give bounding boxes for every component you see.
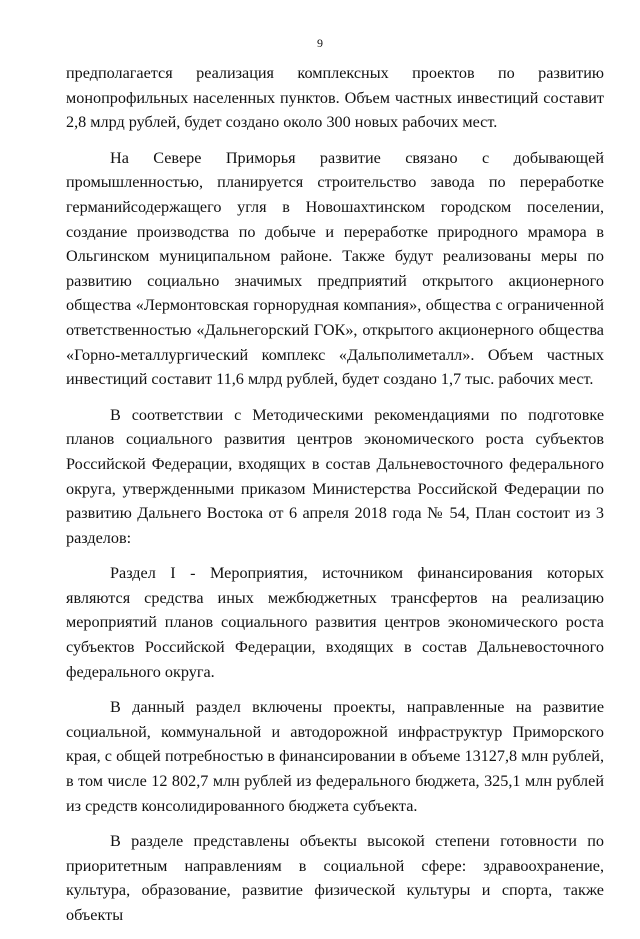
paragraph-methodical-recommendations: В соответствии с Методическими рекомендациями по подготовке планов социального развития центров экономического роста субъектов Российской Федерации, входящих в состав Дальневосточного федерального округа, утвержденными приказом Министерства Российской Федерации по развитию Дальнего Востока от 6 апреля 2018 года № 54, План состоит из 3 разделов: <box>66 405 604 547</box>
paragraph-section-1: Раздел I - Мероприятия, источником финансирования которых являются средства иных межбюджетных трансфертов на реализацию мероприятий планов социального развития центров экономического роста субъектов Российской Федерации, входящих в состав Дальневосточного федерального округа. <box>66 564 604 681</box>
paragraph-priority-objects: В разделе представлены объекты высокой степени готовности по приоритетным направлениям в социальной сфере: здравоохранение, культура, образование, развитие физической культуры и спорта, также объекты <box>66 832 604 924</box>
paragraph-section-projects: В данный раздел включены проекты, направленные на развитие социальной, коммунальной и автодорожной инфраструктур Приморского края, с общей потребностью в финансировании в объеме 13127,8 млн рублей, в том числе 12 802,7 млн рублей из федерального бюджета, 325,1 млн рублей из средств консолидированного бюджета субъекта. <box>66 698 604 815</box>
paragraph-north-primorye: На Севере Приморья развитие связано с добывающей промышленностью, планируется строительство завода по переработке германийсодержащего угля в Новошахтинском городском поселении, создание производства по добыче и переработке природного мрамора в Ольгинском муниципальном районе. Также будут реализованы меры по развитию социально значимых предприятий открытого акционерного общества «Лермонтовская горнорудная компания», общества с ограниченной ответственностью «Дальнегорский ГОК», открытого акционерного общества «Горно-металлургический комплекс «Дальполиметалл». Объем частных инвестиций составит 11,6 млрд рублей, будет создано 1,7 тыс. рабочих мест. <box>66 148 604 389</box>
paragraph-continuation: предполагается реализация комплексных проектов по развитию монопрофильных населенных пунктов. Объем частных инвестиций составит 2,8 млрд рублей, будет создано около 300 новых рабочих мест. <box>66 64 604 132</box>
page-number: 9 <box>317 36 323 50</box>
document-body <box>66 61 604 939</box>
